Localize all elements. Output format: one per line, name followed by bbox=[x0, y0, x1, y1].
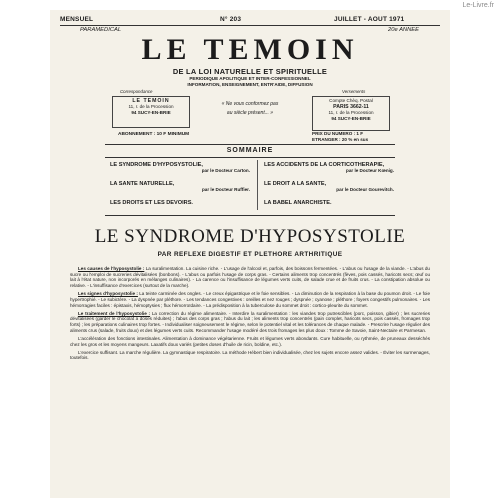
sommaire-top-rule bbox=[105, 144, 395, 145]
versements-city: 94 SUCY-EN-BRIE bbox=[331, 116, 371, 121]
masthead-quote bbox=[200, 100, 300, 118]
correspondance-box bbox=[112, 96, 190, 128]
sommaire-entry bbox=[264, 162, 394, 181]
price-line-1: PRIX DU NUMERO : 1 F bbox=[312, 131, 364, 136]
article-subtitle: PAR REFLEXE DIGESTIF ET PLETHORE ARTHRITIQUE bbox=[157, 251, 343, 258]
correspondance-label: Correspondance bbox=[120, 89, 153, 94]
versements-street: 11, r. de la Procession bbox=[328, 110, 374, 115]
article-paragraph bbox=[70, 350, 430, 361]
article-title: LE SYNDROME D'HYPOSYSTOLIE bbox=[94, 226, 406, 247]
quote-line-1: « Ne vous conformez pas bbox=[221, 101, 279, 107]
price-info bbox=[312, 131, 368, 142]
header-paramedical: PARAMEDICAL bbox=[80, 27, 122, 33]
article-paragraph bbox=[70, 311, 430, 334]
watermark: Le-Livre.fr bbox=[462, 2, 494, 9]
masthead-line-2: INFORMATION, ENSEIGNEMENT, ENTR'AIDE, DIFFUSION bbox=[187, 82, 313, 87]
sommaire-entry bbox=[110, 181, 250, 200]
versements-label: Versements bbox=[342, 89, 366, 94]
sommaire-entry-title: LE DROIT A LA SANTE, bbox=[264, 181, 327, 187]
paragraph-text: L'exercice suffisant. La marche régulière. La gymnastique respiratoire. La méthode Hébert bien individualisée, chez les sujets encore assez valides. - Éviter les surmenages, toutefois. bbox=[70, 349, 430, 361]
paragraph-text: La suralimentation. La cuisine riche. - L'usage de l'alcool et, parfois, des boissons fermentées. - L'abus ou l'usage de la viande. - L'abus du sucre ou l'emploi de sucreries dévitalisées (bonbons). - L'abus ou parfois l'usage de corps gras. - Certains aliments trop concentrés (fèves, pois cassés, haricots secs; œuf ou lait à l'état nature, non incorporés en mélanges culinaires). - La carence ou l'insuffisance de légumes verts cuits, de salade crue et de fruits crus. - La constipation absolue ou relative. - L'insuffisance d'exercices (surtout de la marche). bbox=[70, 266, 430, 289]
sommaire-bottom-rule bbox=[105, 215, 395, 216]
sommaire-entry bbox=[264, 200, 394, 212]
article-body bbox=[70, 266, 430, 364]
sommaire-entry bbox=[110, 162, 250, 181]
sommaire-entry-title: LA SANTE NATURELLE, bbox=[110, 181, 175, 187]
article-paragraph bbox=[70, 336, 430, 347]
quote-line-2: au siècle présent... » bbox=[226, 110, 274, 116]
masthead-line-1: PERIODIQUE APOLITIQUE ET INTER-CONFESSIONNEL bbox=[189, 76, 311, 81]
masthead-subtitle: DE LA LOI NATURELLE ET SPIRITUELLE bbox=[172, 67, 328, 76]
abonnement: ABONNEMENT : 10 F MINIMUM bbox=[118, 132, 190, 137]
header-mensuel: MENSUEL bbox=[60, 16, 94, 23]
masthead-title: LE TEMOIN bbox=[141, 33, 359, 66]
sommaire-entry-title: LES DROITS ET LES DEVOIRS. bbox=[110, 200, 193, 206]
sommaire-entry bbox=[110, 200, 250, 212]
sommaire-entry bbox=[264, 181, 394, 200]
header-year: 20e ANNEE bbox=[388, 27, 420, 33]
sommaire-entry-title: LA BABEL ANARCHISTE. bbox=[264, 200, 332, 206]
sommaire-entry-author: par le Docteur Carton. bbox=[201, 168, 250, 173]
paragraph-text: La teinte carminée des ongles. - Le creux épigastrique et le foie sensibles. - La diminution de la respiration à la base du poumon droit. - Le foie hypertrophié. - Le subictère. - La dyspnée par pléthore. - Les tendances congestives : oreilles et nez rouges ; dyspnée ; cyanose ; pléthore ; foyers congestifs pulmonaires. - Les hémorragies faciles : épistaxis, hémoptysies ; flux hémorroïdaire. - La prédisposition à la tuberculose du sommet droit : cortico-pleurite du sommet. bbox=[70, 291, 431, 308]
sommaire-title: SOMMAIRE bbox=[226, 147, 274, 154]
versements-box bbox=[312, 96, 390, 131]
sommaire-entry-author: par le Docteur Gourevitch. bbox=[336, 187, 394, 192]
sommaire-entry-author: par le Docteur Ruffier. bbox=[202, 187, 250, 192]
header-issue-number: N° 203 bbox=[220, 16, 242, 23]
price-line-2: ETRANGER : 20 % en sus bbox=[312, 136, 369, 142]
sommaire-entry-author: par le Docteur Kœnig. bbox=[346, 168, 394, 173]
article-paragraph bbox=[70, 291, 430, 308]
paragraph-lead: Les causes de l'hyposystolie : bbox=[78, 266, 145, 271]
sommaire-right-column bbox=[264, 162, 394, 212]
sommaire-entry-title: LE SYNDROME D'HYPOSYSTOLIE, bbox=[110, 162, 203, 168]
header-rule bbox=[60, 25, 440, 26]
header-date: JUILLET - AOUT 1971 bbox=[334, 16, 405, 23]
correspondance-city: 94 SUCY-EN-BRIE bbox=[131, 110, 171, 115]
paragraph-text: La correction du régime alimentaire. - Interdire la suralimentation : les viandes trop putrescibles (porc, poisson, gibier) ; les sucreries dévitalisées (garder le chocolat à doses réduites) ; l'abus des corps gras ; l'abus du lait ; les aliments trop concentrés (pain complet, haricots secs, pois cassés, fromages trop forts) ; les préparations culinaires trop fortes. - Individualiser soigneusement le régime, selon le potentiel vital et les tolérances de chaque malade. - Prescrire l'usage régulier des aliments crus (salade, fruits doux) et des légumes verts cuits. Recommander l'usage modéré des trois fromages les plus doux : Tomme de Savoie, Saint-Nectaire et Parmesan. bbox=[70, 310, 430, 333]
article-paragraph bbox=[70, 266, 430, 289]
sommaire-column-divider bbox=[257, 160, 258, 210]
sommaire-entry-title: LES ACCIDENTS DE LA CORTICOTHERAPIE, bbox=[264, 162, 385, 168]
paragraph-lead: Les signes d'hyposystolie : bbox=[78, 291, 138, 297]
sommaire-underline bbox=[105, 157, 395, 158]
document-page bbox=[50, 10, 450, 498]
sommaire-left-column bbox=[110, 162, 250, 212]
correspondance-street: 11, r. de la Procession bbox=[128, 104, 174, 109]
versements-number: PARIS 3662-11 bbox=[333, 104, 369, 110]
versements-account: Compte Chèq. Postal bbox=[329, 98, 373, 103]
correspondance-name: LE TEMOIN bbox=[132, 98, 170, 104]
paragraph-text: L'accélération des fonctions intestinales. Alimentation à dominance végétarienne. Fruits et légumes verts abondants. Cure habituelle, ou rythmée, de pruneaux desséchés chez les gros et les moyens mangeurs. Laxatifs doux variés (petites doses d'huile de ricin, boldine, etc.). bbox=[70, 335, 430, 347]
paragraph-lead: Le traitement de l'hyposystolie : bbox=[78, 310, 151, 316]
